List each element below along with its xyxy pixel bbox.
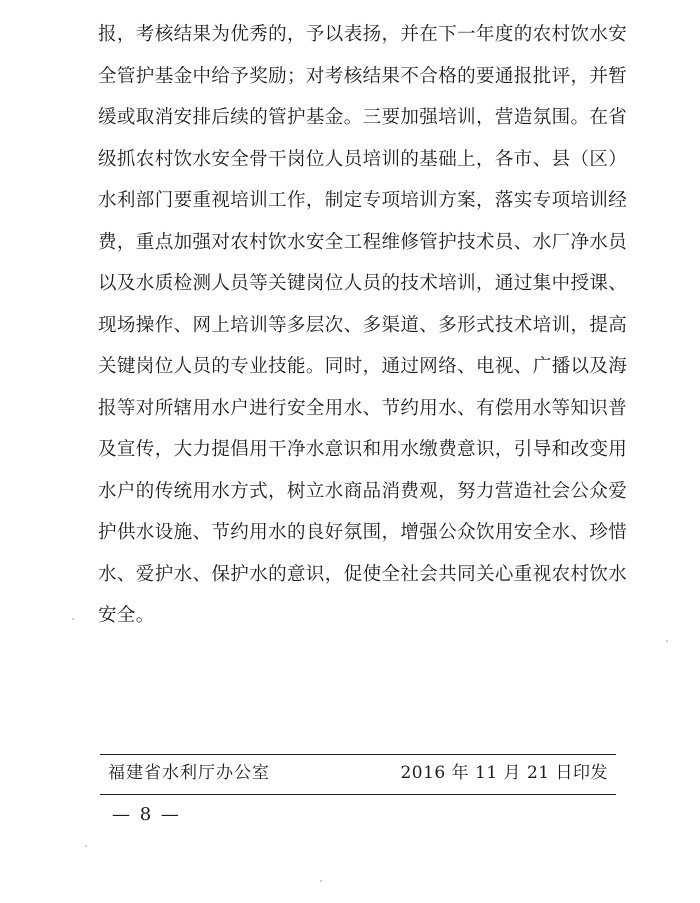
body-line: 级抓农村饮水安全骨干岗位人员培训的基础上，各市、县（区） [98,148,628,170]
issuing-office: 福建省水利厅办公室 [108,763,270,783]
body-line: 及宣传，大力提倡用干净水意识和用水缴费意识，引导和改变用 [98,439,628,460]
page-number: — 8 — [112,804,181,825]
body-line: 以及水质检测人员等关键岗位人员的技术培训，通过集中授课、 [98,273,628,294]
body-line: 水户的传统用水方式，树立水商品消费观，努力营造社会公众爱 [98,480,628,502]
body-line: 全管护基金中给予奖励；对考核结果不合格的要通报批评，并暂 [98,65,628,87]
body-line: 水利部门要重视培训工作，制定专项培训方案，落实专项培训经 [98,190,628,211]
colophon-top-rule [100,754,616,755]
colophon-bottom-rule [100,794,616,795]
body-line: 费，重点加强对农村饮水安全工程维修管护技术员、水厂净水员 [98,231,628,253]
scan-speck [85,845,87,847]
issue-date: 2016 年 11 月 21 日印发 [400,763,608,783]
body-line: 安全。 [98,605,155,626]
body-text [98,14,628,637]
body-line: 现场操作、网上培训等多层次、多渠道、多形式技术培训，提高 [98,314,628,336]
body-line: 报等对所辖用水户进行安全用水、节约用水、有偿用水等知识普 [98,397,628,419]
body-line: 关键岗位人员的专业技能。同时，通过网络、电视、广播以及海 [98,356,628,377]
body-line: 报，考核结果为优秀的，予以表扬，并在下一年度的农村饮水安 [98,24,628,45]
scan-speck [320,880,322,882]
body-line: 护供水设施、节约用水的良好氛围，增强公众饮用安全水、珍惜 [98,522,628,543]
body-line: 缓或取消安排后续的管护基金。三要加强培训，营造氛围。在省 [98,107,628,128]
scan-speck [666,640,668,642]
body-line: 水、爱护水、保护水的意识，促使全社会共同关心重视农村饮水 [98,563,628,585]
scan-speck [72,618,74,620]
